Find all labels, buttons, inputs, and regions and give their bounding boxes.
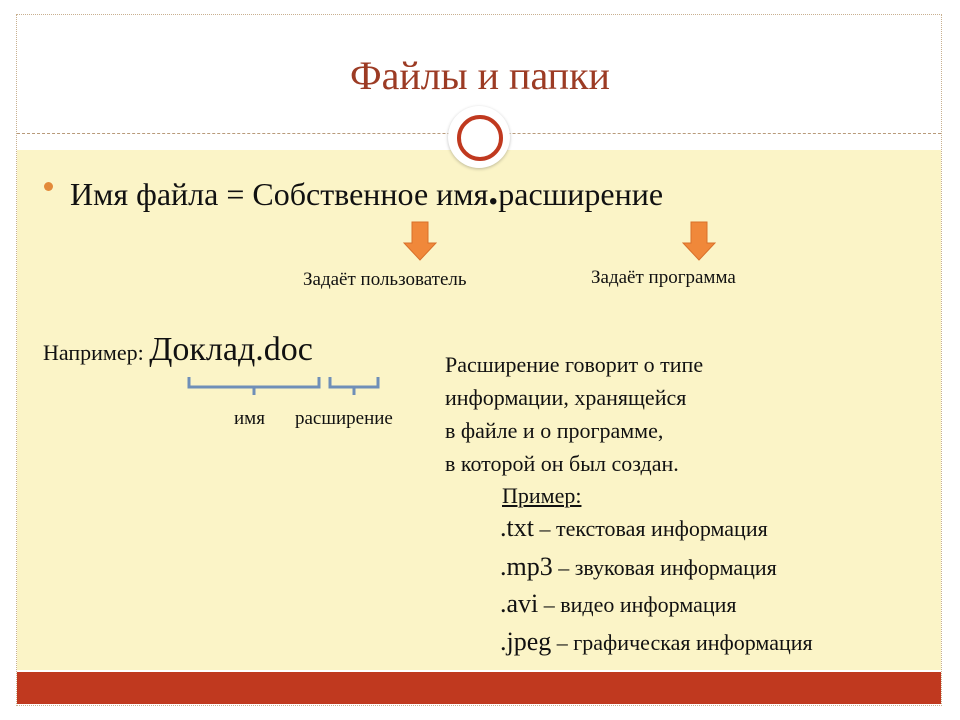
extension-code: .jpeg xyxy=(500,627,552,656)
circle-ring-icon xyxy=(448,106,510,168)
extension-desc: – графическая информация xyxy=(551,630,813,655)
extension-code: .avi xyxy=(500,589,539,618)
down-arrow-icon xyxy=(403,221,437,261)
main-line xyxy=(70,168,664,213)
example-line xyxy=(43,331,313,369)
extension-item xyxy=(500,589,737,619)
extension-desc: – звуковая информация xyxy=(552,555,777,580)
extension-item xyxy=(500,627,813,657)
brace-name-label: имя xyxy=(234,408,265,429)
bullet-dot-icon xyxy=(44,182,53,191)
example-file: Доклад.doc xyxy=(149,331,313,368)
main-line-left: Имя файла = Собственное имя xyxy=(70,176,489,212)
example-header: Пример: xyxy=(502,483,582,508)
brace-extension xyxy=(327,374,381,398)
slide-title: Файлы и папки xyxy=(350,53,610,98)
label-set-by-program: Задаёт программа xyxy=(591,267,736,288)
main-line-dot: . xyxy=(488,168,499,213)
extension-desc: – видео информация xyxy=(538,592,737,617)
desc-line: в файле и о программе, xyxy=(445,418,664,443)
desc-line: информации, хранящейся xyxy=(445,385,687,410)
extension-item xyxy=(500,552,777,582)
extension-desc: – текстовая информация xyxy=(533,516,768,541)
example-label: Например: xyxy=(43,340,150,365)
desc-line: Расширение говорит о типе xyxy=(445,352,704,377)
down-arrow-icon xyxy=(682,221,716,261)
brace-name xyxy=(186,374,322,398)
extension-item xyxy=(500,513,768,543)
extension-code: .mp3 xyxy=(500,552,553,581)
circle-ring-inner xyxy=(457,115,503,161)
label-set-by-user: Задаёт пользователь xyxy=(303,269,467,290)
main-line-right: расширение xyxy=(498,176,664,212)
extension-code: .txt xyxy=(500,513,534,542)
brace-extension-label: расширение xyxy=(295,408,393,429)
desc-line: в которой он был создан. xyxy=(445,451,679,476)
